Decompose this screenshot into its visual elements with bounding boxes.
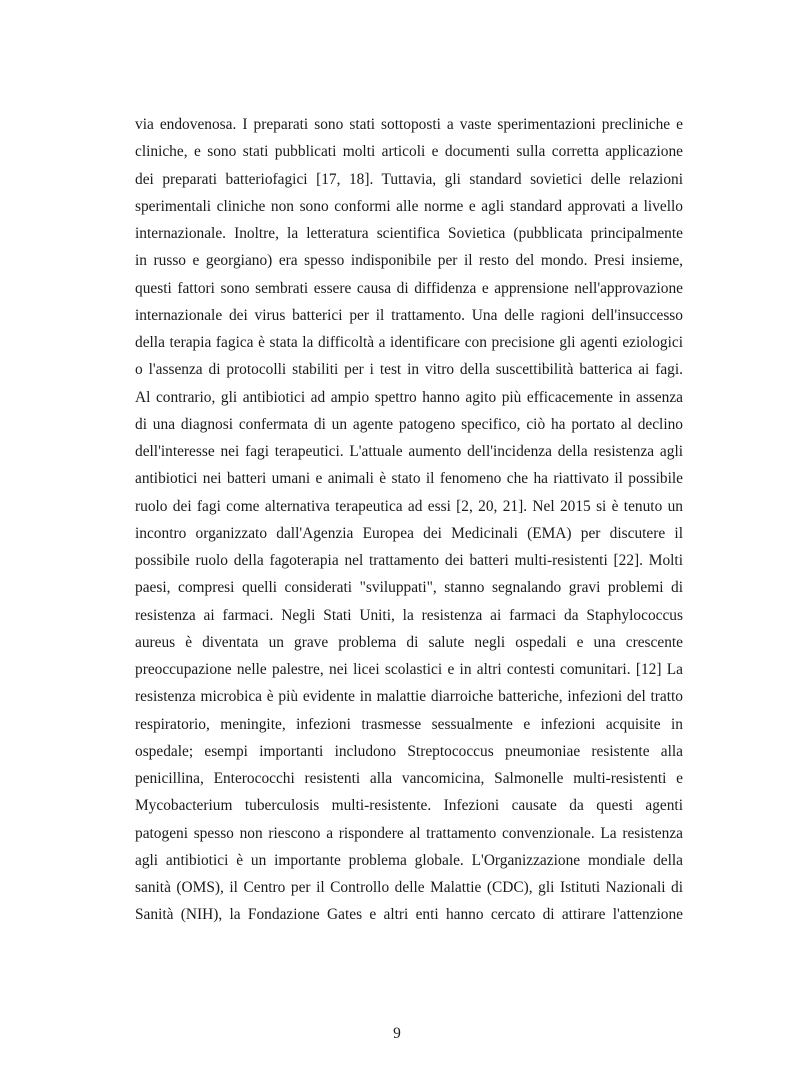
text-line: Al contrario, gli antibiotici ad ampio spettro hanno agito più efficacemente in assenza	[135, 388, 683, 406]
text-line: penicillina, Enterococchi resistenti alla vancomicina, Salmonelle multi-resistenti e	[135, 770, 683, 787]
text-line: sanità (OMS), il Centro per il Controllo delle Malattie (CDC), gli Istituti Nazionali di	[135, 879, 683, 896]
text-line: incontro organizzato dall'Agenzia Europea dei Medicinali (EMA) per discutere il	[135, 524, 683, 542]
text-line: ruolo dei fagi come alternativa terapeutica ad essi [2, 20, 21]. Nel 2015 si è tenuto un	[135, 497, 683, 515]
text-line: questi fattori sono sembrati essere causa di diffidenza e apprensione nell'approvazione	[135, 279, 683, 297]
text-line: preoccupazione nelle palestre, nei licei scolastici e in altri contesti comunitari. [12] La	[135, 661, 683, 678]
text-line: antibiotici nei batteri umani e animali è stato il fenomeno che ha riattivato il possibile	[135, 470, 683, 488]
text-line: Sanità (NIH), la Fondazione Gates e altri enti hanno cercato di attirare l'attenzione	[135, 906, 683, 924]
text-line: respiratorio, meningite, infezioni trasmesse sessualmente e infezioni acquisite in	[135, 715, 683, 733]
page-number: 9	[393, 1025, 401, 1042]
text-line: paesi, compresi quelli considerati "sviluppati", stanno segnalando gravi problemi di	[135, 579, 683, 597]
text-line: in russo e georgiano) era spesso indisponibile per il resto del mondo. Presi insieme,	[135, 252, 683, 270]
text-line: via endovenosa. I preparati sono stati sottoposti a vaste sperimentazioni precliniche e	[135, 116, 683, 133]
text-line: ospedale; esempi importanti includono Streptococcus pneumoniae resistente alla	[135, 742, 683, 760]
text-line: agli antibiotici è un importante problema globale. L'Organizzazione mondiale della	[135, 851, 683, 869]
text-line: cliniche, e sono stati pubblicati molti articoli e documenti sulla corretta applicazione	[135, 143, 683, 161]
text-line: possibile ruolo della fagoterapia nel trattamento dei batteri multi-resistenti [22]. Molti	[135, 552, 683, 569]
text-line: sperimentali cliniche non sono conformi alle norme e agli standard approvati a livello	[135, 197, 683, 215]
body-paragraph	[135, 111, 683, 929]
text-line: patogeni spesso non riescono a rispondere al trattamento convenzionale. La resistenza	[135, 824, 683, 842]
text-line: resistenza microbica è più evidente in malattie diarroiche batteriche, infezioni del tratto	[135, 688, 683, 706]
text-line: internazionale. Inoltre, la letteratura scientifica Sovietica (pubblicata principalmente	[135, 225, 683, 242]
text-line: dell'interesse nei fagi terapeutici. L'attuale aumento dell'incidenza della resistenza agli	[135, 443, 683, 460]
text-line: di una diagnosi confermata di un agente patogeno specifico, ciò ha portato al declino	[135, 415, 683, 433]
text-line: resistenza ai farmaci. Negli Stati Uniti, la resistenza ai farmaci da Staphylococcus	[135, 606, 683, 624]
text-line: della terapia fagica è stata la difficoltà a identificare con precisione gli agenti eziologici	[135, 334, 683, 351]
text-line: internazionale dei virus batterici per il trattamento. Una delle ragioni dell'insuccesso	[135, 306, 683, 324]
text-line: aureus è diventata un grave problema di salute negli ospedali e una crescente	[135, 633, 683, 651]
text-line: Mycobacterium tuberculosis multi-resistente. Infezioni causate da questi agenti	[135, 797, 683, 815]
text-line: dei preparati batteriofagici [17, 18]. Tuttavia, gli standard sovietici delle relazioni	[135, 170, 683, 188]
text-line: o l'assenza di protocolli stabiliti per i test in vitro della suscettibilità batterica ai fagi.	[135, 361, 683, 379]
